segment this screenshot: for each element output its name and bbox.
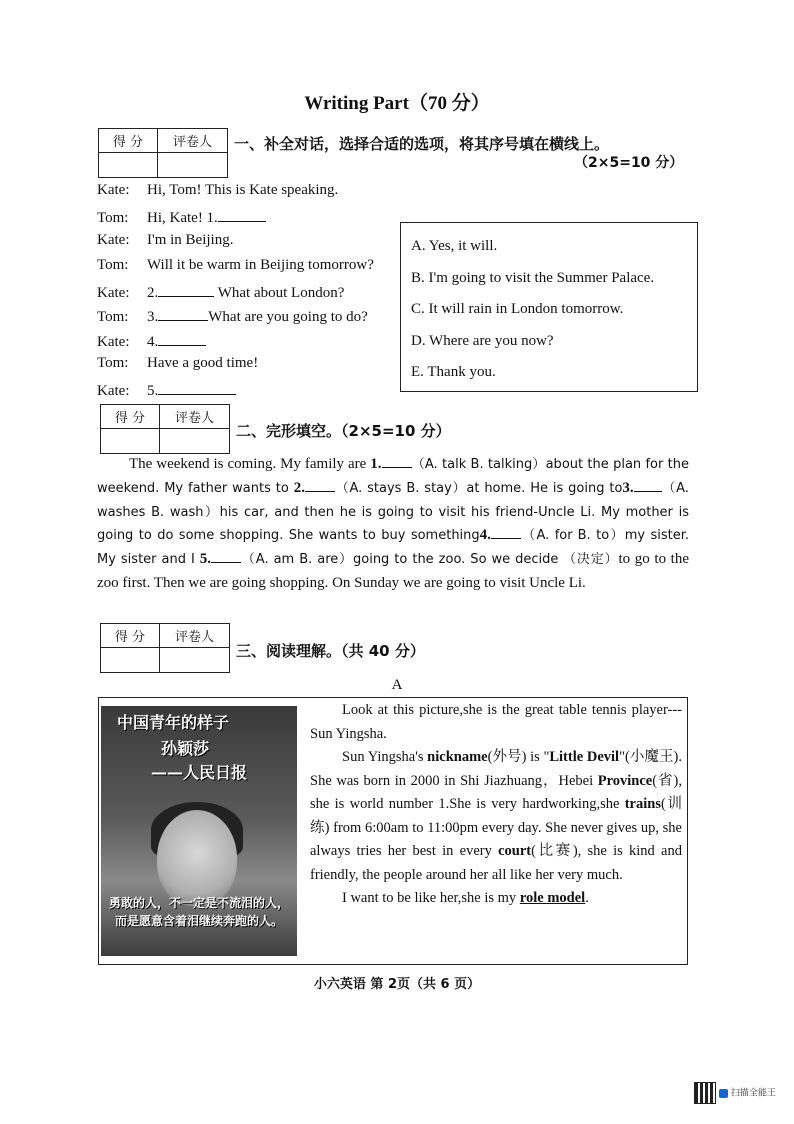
dialog-line: Tom: Hi, Kate! 1. bbox=[97, 207, 266, 227]
dialog-line: Kate: 2. What about London? bbox=[97, 282, 344, 302]
score-box bbox=[100, 404, 230, 454]
section2-heading: 二、完形填空。（2×5=10 分） bbox=[236, 422, 451, 440]
poster-source: ——人民日报 bbox=[151, 763, 248, 782]
dialog-line: Kate: 4. bbox=[97, 331, 206, 351]
dialog-line: Tom: Will it be warm in Beijing tomorrow? bbox=[97, 257, 374, 273]
answer-blank[interactable] bbox=[218, 207, 266, 222]
poster-quote: 勇敢的人，不一定是不流泪的人，而是愿意含着泪继续奔跑的人。 bbox=[109, 896, 290, 928]
section1-score: （2×5=10 分） bbox=[574, 155, 684, 171]
dialog-line: Kate: Hi, Tom! This is Kate speaking. bbox=[97, 182, 339, 198]
poster-caption: 中国青年的样子 bbox=[117, 713, 230, 732]
option-e: E. Thank you. bbox=[411, 364, 496, 380]
section3-heading: 三、阅读理解。（共 40 分） bbox=[236, 642, 425, 660]
answer-blank[interactable] bbox=[158, 331, 206, 346]
dialog-line: Kate: 5. bbox=[97, 380, 236, 400]
score-box bbox=[98, 128, 228, 178]
paragraph: Sun Yingsha's nickname(外号) is "Little Devil"(小魔王). She was born in 2000 in Shi Jiazhuang，Hebei Province(省), she is world number 1.She is very hardworking,she trains(训练) from 6:00am to 11:00pm every day. She never gives up, she always tries her best in every court(比赛), she is kind and friendly, the people around her all like her very much. bbox=[310, 749, 682, 883]
answer-blank[interactable] bbox=[211, 548, 241, 563]
scanner-logo-icon bbox=[719, 1089, 728, 1098]
dialog-line: Tom: 3. What are you going to do? bbox=[97, 306, 368, 326]
dialog-line: Kate: I'm in Beijing. bbox=[97, 232, 234, 248]
part-label: A bbox=[391, 677, 403, 693]
option-c: C. It will rain in London tomorrow. bbox=[411, 301, 624, 317]
answer-blank[interactable] bbox=[158, 306, 208, 321]
dialog-line: Tom: Have a good time! bbox=[97, 355, 259, 371]
poster-name: 孙颖莎 bbox=[161, 739, 210, 758]
answer-blank[interactable] bbox=[158, 380, 236, 395]
paragraph: I want to be like her,she is my role model. bbox=[342, 890, 589, 906]
cloze-passage: The weekend is coming. My family are 1. （A. talk B. talking）about the plan for the weekend. My father wants to 2. （A. stays B. stay）at home. He is going to3. （A. washes B. wash）his car, and then he is going to visit his friend-Uncle Li. My mother is going to do some shopping. She wants to buy something4. （A. for B. to）my sister. My sister and I 5. （A. am B. are）going to the zoo. So we decide （决定）to go to the zoo first. Then we are going shopping. On Sunday we are going to visit Uncle Li. bbox=[97, 453, 689, 596]
answer-blank[interactable] bbox=[634, 477, 662, 492]
answer-blank[interactable] bbox=[382, 453, 412, 468]
paragraph: Look at this picture,she is the great table tennis player---Sun Yingsha. bbox=[310, 702, 682, 742]
option-b: B. I'm going to visit the Summer Palace. bbox=[411, 269, 655, 286]
option-a: A. Yes, it will. bbox=[411, 238, 498, 254]
page-title: Writing Part（70 分） bbox=[304, 93, 490, 114]
scanner-watermark: 扫描全能王 bbox=[694, 1082, 780, 1108]
grader-label: 评卷人 bbox=[158, 129, 228, 153]
score-label: 得 分 bbox=[101, 405, 160, 429]
grader-label: 评卷人 bbox=[160, 624, 230, 648]
reading-passage bbox=[310, 699, 682, 911]
options-box bbox=[400, 222, 698, 392]
score-label: 得 分 bbox=[99, 129, 158, 153]
answer-blank[interactable] bbox=[491, 524, 521, 539]
face-shape bbox=[157, 810, 237, 906]
answer-blank[interactable] bbox=[158, 282, 214, 297]
answer-blank[interactable] bbox=[305, 477, 335, 492]
qr-code-icon bbox=[694, 1082, 716, 1104]
section1-heading: 一、补全对话，选择合适的选项，将其序号填在横线上。 bbox=[234, 135, 610, 153]
poster-image bbox=[101, 706, 297, 956]
score-box bbox=[100, 623, 230, 673]
score-label: 得 分 bbox=[101, 624, 160, 648]
grader-label: 评卷人 bbox=[160, 405, 230, 429]
page-footer: 小六英语 第 2页（共 6 页） bbox=[313, 977, 481, 992]
option-d: D. Where are you now? bbox=[411, 332, 554, 349]
